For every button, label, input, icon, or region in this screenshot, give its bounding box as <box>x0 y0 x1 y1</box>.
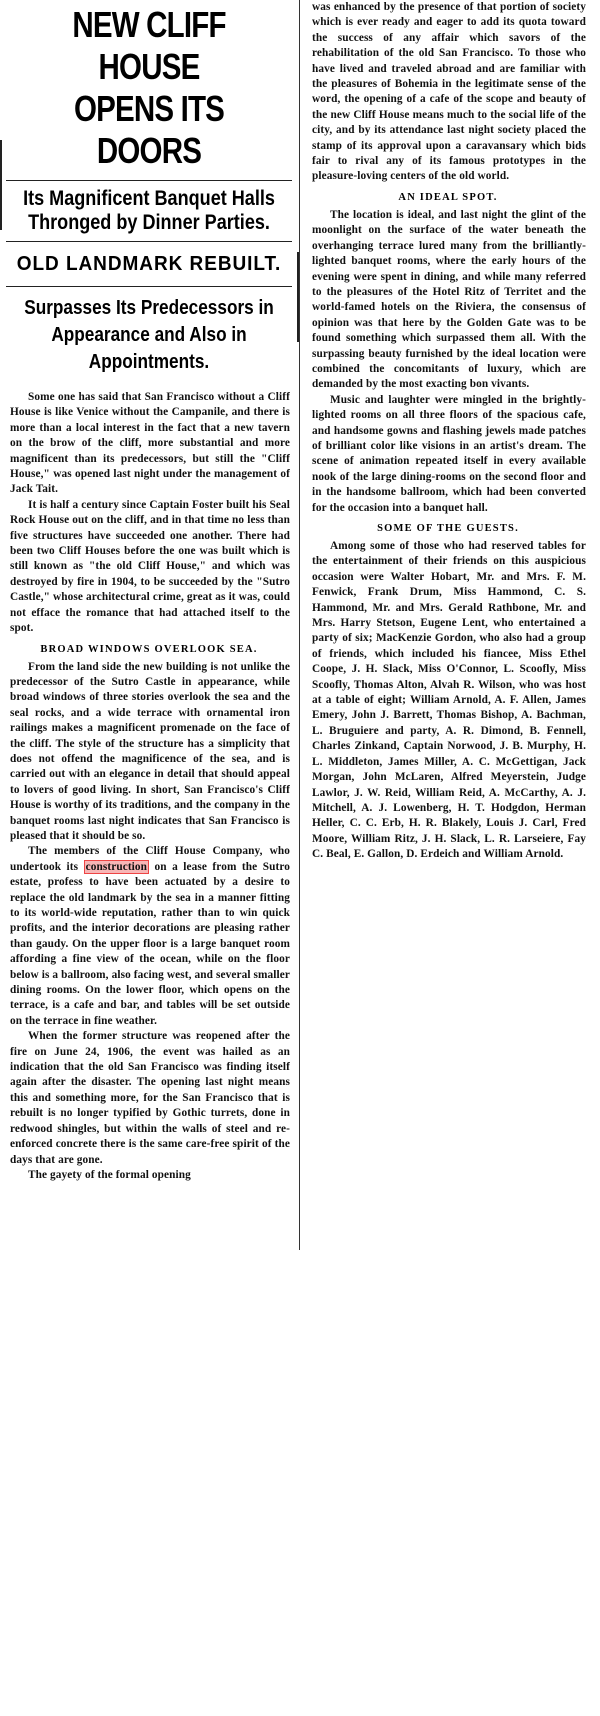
sub-deck: Surpasses Its Predecessors in Appearance and Also in Appointments. <box>24 297 274 373</box>
section-head-broad-windows: BROAD WINDOWS OVERLOOK SEA. <box>40 643 258 655</box>
paragraph-members <box>10 844 290 1029</box>
headline-deck: Its Magnificent Banquet Halls Thronged by Dinner Parties. <box>23 187 275 234</box>
paragraph-guests: Among some of those who had reserved tables for the entertainment of their friends on this auspicious occasion were Walter Hobart, Mr. and Mrs. F. M. Fenwick, Frank Drum, Miss Hammond, C. S. Hammond, Mr. and Mrs. Gerald Rathbone, Mr. and Mrs. Harry Stetson, Eugene Lent, who entertained a party of six; MacKenzie Gordon, who also had a group of friends, which included his fiancee, Miss Ethel Coope, J. H. Slack, Miss O'Connor, L. Scoofly, Miss Scoofly, Thomas Alton, Alvah R. Wilson, who was host at a table of eight; William Arnold, A. F. Allen, James Emery, John J. Barrett, Thomas Bishop, A. Bachman, L. Bruguiere and party, A. R. Dimond, B. Fennell, Charles Zinkand, Captain Norwood, J. B. Murphy, H. L. Middleton, James Miller, A. C. McGettigan, Jack Morgan, John McLaren, Alfred Meyerstein, Judge Lawlor, J. W. Reid, William Reid, A. McCarthy, A. J. Mitchell, A. J. Lowenberg, H. T. Hodgdon, Herman Heller, C. C. Erb, H. R. Blakely, Louis J. Carl, Fred Moore, William Ritz, J. H. Slack, L. R. Larseiere, Fay C. Beal, E. Gallon, D. Erdeich and William Arnold. <box>312 540 586 861</box>
paragraph-former-structure: When the former structure was reopened after the fire on June 24, 1906, the event was hailed as an indication that the old San Francisco was finding itself again after the disaster. The opening last night means this and something more, for the San Francisco that is rebuilt is no longer typified by Gothic turrets, done in redwood shingles, but within the walls of steel and re-enforced concrete there is the same care-free spirit of the days that are gone. <box>10 1030 290 1166</box>
bar-headline: OLD LANDMARK REBUILT. <box>16 253 282 275</box>
paragraph-intro: Some one has said that San Francisco without a Cliff House is like Venice without the Campanile, and there is more than a local interest in the fact that a new tavern on the brow of the cliff, more substantial and more magnificent than its predecessors, but still the "Cliff House," was opened last night under the management of Jack Tait. <box>10 391 290 496</box>
section-broad-windows-body <box>0 660 298 1184</box>
paragraph-history: It is half a century since Captain Foster built his Seal Rock House out on the cliff, and in that time no less than five structures have succeeded one another. There had been two Cliff Houses before the one was built which is still known as "the old Cliff House," and which was destroyed by fire in 1904, to be succeeded by the "Sutro Castle," whose architectural crime, great as it was, could not efface the romance that had attached itself to the spot. <box>10 498 290 635</box>
section-head-ideal-spot: AN IDEAL SPOT. <box>398 191 498 203</box>
paragraph-land-side: From the land side the new building is not unlike the predecessor of the Sutro Castle in appearance, while broad windows of three stories overlook the sea and the seal rocks, and a wide terrace with ornamental iron railings makes a magnificent promenade on the face of the cliff. The style of the structure has a simplicity that does not offend the magnificence of the sea, and is carried out with an elegance in detail that should appeal to lovers of good living. In short, San Francisco's Cliff House is worthy of its traditions, and the company in the banquet rooms last night indicates that San Francisco is pleased that it should be so. <box>10 660 290 842</box>
main-headline <box>27 4 271 172</box>
section-head-guests: SOME OF THE GUESTS. <box>377 523 519 534</box>
left-column <box>0 0 298 1716</box>
headline-line-2: OPENS ITS DOORS <box>73 88 225 171</box>
right-column <box>302 0 594 1250</box>
left-body <box>0 390 298 637</box>
deck-rule <box>6 241 292 242</box>
section-guests-body <box>302 539 594 863</box>
section-ideal-spot-body <box>302 208 594 516</box>
right-top-body <box>302 0 594 185</box>
highlighted-word: construction <box>85 860 148 873</box>
headline-rule <box>6 180 292 181</box>
paragraph-gayety: The gayety of the formal opening <box>28 1168 191 1181</box>
paragraph-location: The location is ideal, and last night the glint of the moonlight on the surface of the water beneath the overhanging terrace lured many from the brilliantly-lighted banquet rooms, where the early hours of the evening were spent in dining, and while many referred to the pleasures of the Hotel Ritz of Territet and the world-famed hotels on the Riviera, the consensus of opinion was that here by the Golden Gate was to be found something which surpassed them all. With the surpassing beauty furnished by the ideal location were combined the concomitants of luxury, which are demanded by the most exacting bon vivants. <box>312 208 586 391</box>
bar-rule <box>6 286 292 287</box>
members-text-before: The members of the Cliff House Company, who undertook its <box>10 845 290 873</box>
members-text-after: on a lease from the Sutro estate, profess to have been actuated by a desire to replace the old landmark by the sea in a manner fitting to its world-wide reputation, rather than to win quick profits, and the interior decorations are pleasing rather than gaudy. On the upper floor is a large banquet room affording a fine view of the ocean, while on the floor below is a ballroom, also facing west, and several smaller dining rooms. On the lower floor, which opens on the terrace, is a cafe and bar, and tables will be set outside on the terrace in fine weather. <box>10 860 290 1027</box>
headline-line-1: NEW CLIFF HOUSE <box>72 4 226 87</box>
paragraph-music: Music and laughter were mingled in the brightly-lighted rooms on all three floors of the spacious cafe, and handsome gowns and flashing jewels made patches of brilliant color like visions in an artist's dream. The scene of animation repeated itself in every available nook of the large dining-rooms on the second floor and in the handsome ballroom, which had been converted for the occasion into a banquet hall. <box>312 393 586 514</box>
paragraph-continued: was enhanced by the presence of that portion of society which is ever ready and eager to add its quota toward the success of any affair which savors of the rehabilitation of the old San Francisco. To those who have lived and traveled abroad and are familiar with the pleasures of Bohemia in the legitimate sense of the word, the opening of a cafe of the scope and beauty of the new Cliff House means much to the social life of the city, and by its attendance last night society placed the stamp of its approval upon a caravansary which bids fair to rival any of its famous prototypes in the pleasure-loving centers of the old world. <box>312 1 586 183</box>
column-rule <box>299 0 300 1250</box>
